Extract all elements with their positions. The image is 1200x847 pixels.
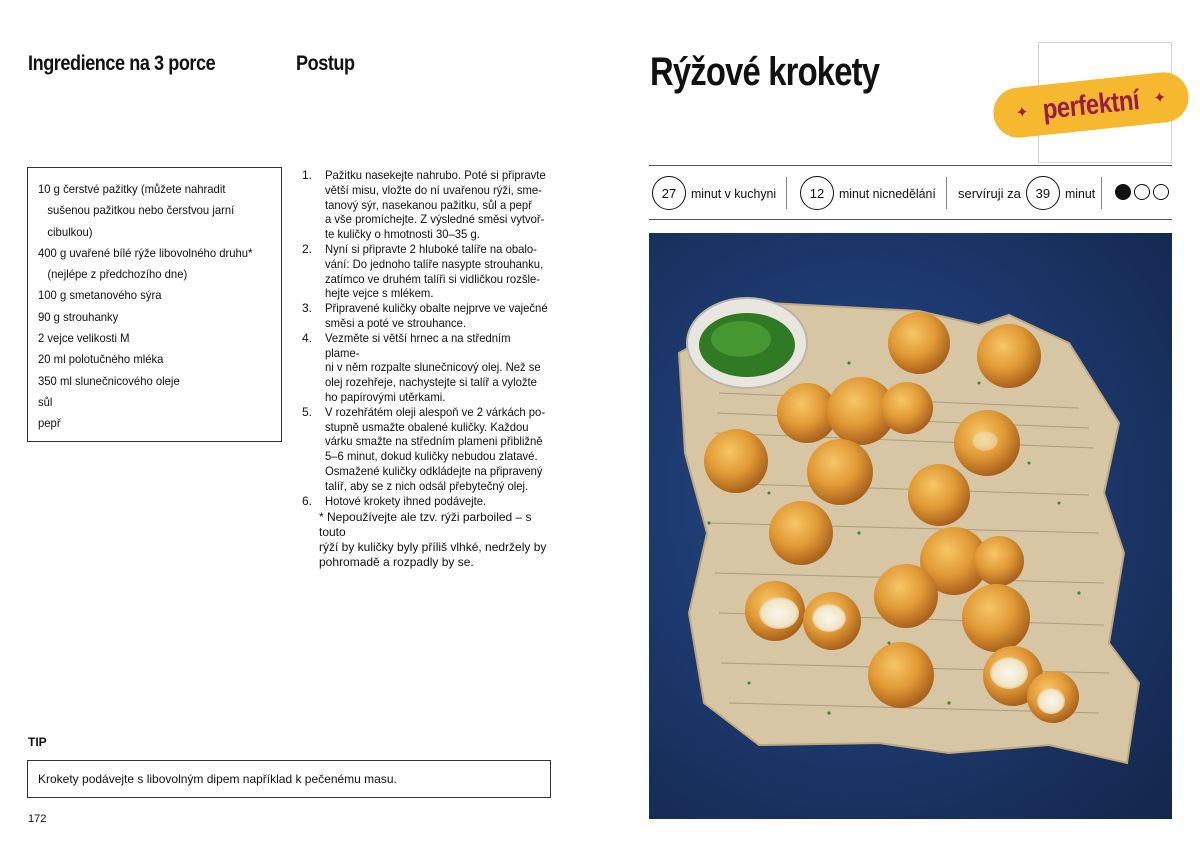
step-number: 6. [302,493,313,508]
recipe-title: Rýžové krokety [650,50,880,94]
procedure-step [302,301,562,331]
difficulty-dot [1153,184,1169,200]
serve-prefix: servíruji za [958,185,1021,201]
tip-text: Krokety podávejte s libovolným dipem například k pečenému masu. [38,772,397,786]
step-number: 2. [302,241,313,256]
tip-box [27,760,551,798]
kitchen-minutes-circle: 27 [652,176,686,210]
ingredient-item: 100 g smetanového sýra [38,288,162,303]
sparkle-icon: ✦ [1152,89,1167,108]
idle-minutes-circle: 12 [800,176,834,210]
ingredients-heading: Ingredience na 3 porce [28,52,216,75]
serve-time [958,176,1097,210]
divider [946,177,947,209]
procedure-step [302,405,562,494]
step-number: 4. [302,330,313,345]
step-number: 5. [302,404,313,419]
ingredients-box [27,167,282,442]
step-text: Hotové krokety ihned podávejte. [325,493,487,508]
ingredient-item: 350 ml slunečnicového oleje [38,373,180,388]
sparkle-icon: ✦ [1015,103,1030,122]
kitchen-label: minut v kuchyni [691,185,777,201]
divider [649,165,1172,166]
step-number: 3. [302,301,313,316]
divider [786,177,787,209]
ingredient-item: 20 ml polotučného mléka [38,352,164,367]
procedure-step [302,242,562,301]
serve-suffix: minut [1064,185,1096,201]
difficulty-dot [1115,184,1131,200]
divider [1101,177,1102,209]
ingredient-item: (nejlépe z předchozího dne) [47,267,188,282]
ingredient-item: sušenou pažitkou nebo čerstvou jarní [47,203,235,218]
difficulty-indicator [1115,184,1169,200]
ingredient-item: 400 g uvařené bílé rýže libovolného druhu* [38,245,253,260]
tip-label: TIP [28,735,47,749]
badge-text: perfektní [1041,84,1141,125]
step-text: V rozehřátém oleji alespoň ve 2 várkách po- stupně usmažte obalené kuličky. Každou várku smažte na středním plameni přibližně 5–6 minut, dokud kuličky nebudou zlatavé. Osmažené kuličky odkládejte na připravený talíř, aby se z nich odsál přebytečný olej. [325,404,546,493]
ingredient-item: pepř [38,416,61,431]
procedure-heading: Postup [296,52,355,75]
page-number: 172 [28,813,47,825]
step-text: Pažitku nasekejte nahrubo. Poté si připravte větší misu, vložte do ní uvařenou rýži, sme- tanový sýr, nasekanou pažitku, sůl a pepř a vše promíchejte. Z výsledné směsi vytvoř- te kuličky o hmotnosti 30–35 g. [325,168,546,242]
procedure-step [302,168,562,242]
procedure-step [302,494,562,509]
step-text: Vezměte si větší hrnec a na středním plame- ni v něm rozpalte slunečnicový olej. Než se olej rozehřeje, nachystejte si talíř a vyložte ho papírovými utěrkami. [325,330,541,404]
ingredient-item: 10 g čerstvé pažitky (můžete nahradit [38,182,226,196]
divider [649,219,1172,220]
footnote: * Nepoužívejte ale tzv. rýži parboiled – s touto rýží by kuličky byly příliš vlhké, nedržely by pohromadě a rozpadly by se. [319,510,547,569]
step-number: 1. [302,168,313,182]
idle-time [800,176,941,210]
procedure-step [302,331,562,405]
step-text: Připravené kuličky obalte nejprve ve vaječné směsi a poté ve strouhance. [325,301,548,330]
kitchen-time [652,176,781,210]
ingredient-item: 90 g strouhanky [38,309,119,324]
idle-label: minut nicnedělání [839,185,936,201]
procedure-steps [302,168,562,508]
food-photo [649,233,1172,819]
ingredient-item: cibulkou) [47,224,93,239]
croquettes-illustration [649,233,1172,819]
step-text: Nyní si připravte 2 hluboké talíře na obalo- vání: Do jednoho talíře nasypte strouhanku, zatímco ve druhém talíři si vidličkou rozšle- hejte vejce s mlékem. [325,241,544,301]
difficulty-dot [1134,184,1150,200]
ingredient-item: sůl [38,394,53,409]
ingredient-item: 2 vejce velikosti M [38,331,130,346]
serve-minutes-circle: 39 [1026,176,1060,210]
